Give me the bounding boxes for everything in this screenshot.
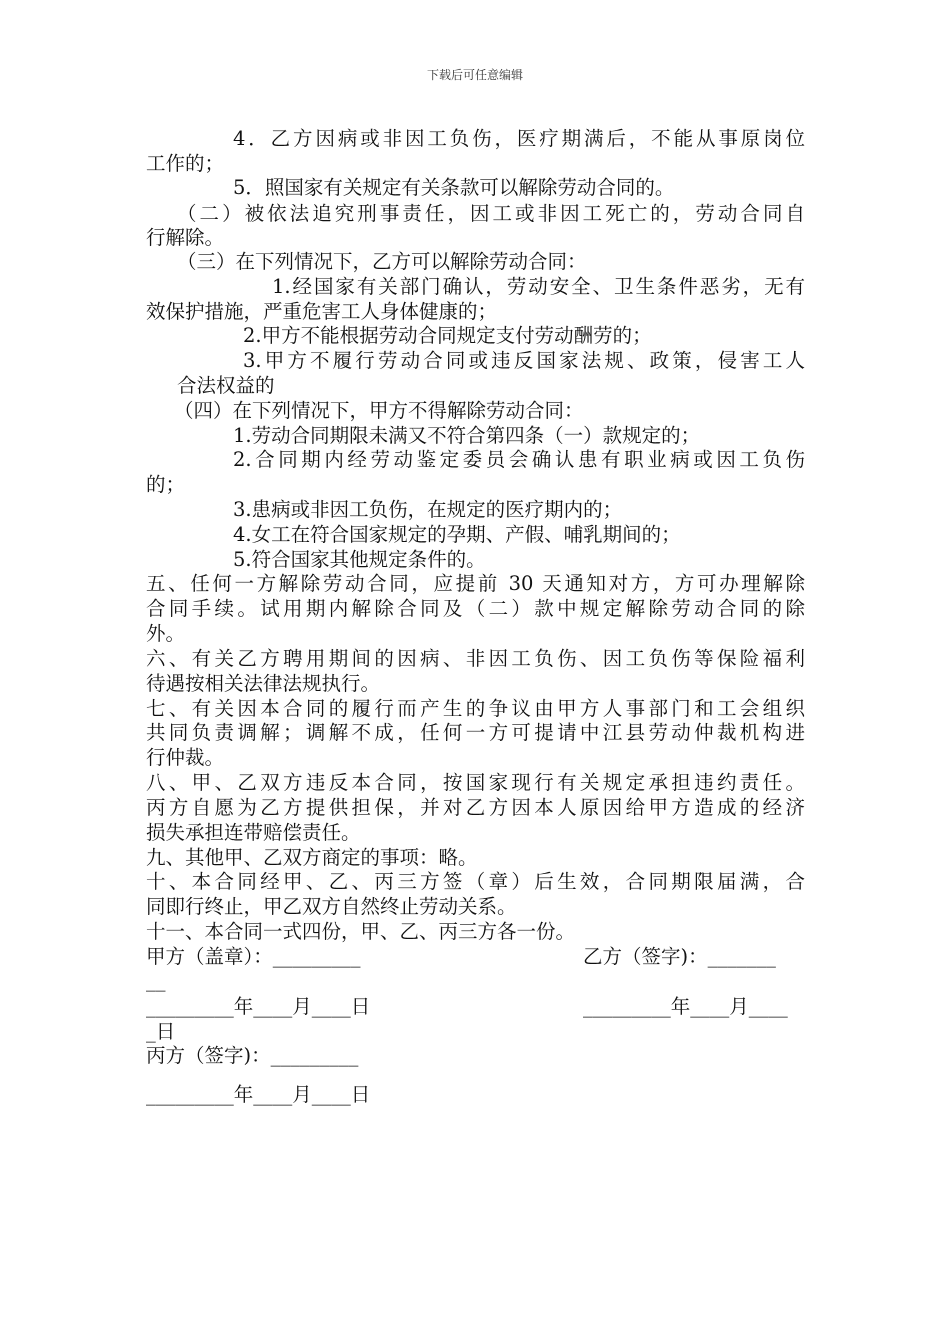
text-line: __ bbox=[146, 969, 166, 992]
text-line: 合同手续。试用期内解除合同及（二）款中规定解除劳动合同的除 bbox=[146, 597, 805, 620]
text-line: 五、任何一方解除劳动合同，应提前 30 天通知对方，方可办理解除 bbox=[146, 572, 805, 595]
text-line: 效保护措施，严重危害工人身体健康的； bbox=[146, 300, 498, 323]
text-line: 1.经国家有关部门确认，劳动安全、卫生条件恶劣，无有 bbox=[272, 275, 805, 298]
party-c-date-line: _________年____月____日 bbox=[146, 1083, 371, 1106]
text-line: 的； bbox=[146, 473, 186, 496]
text-line: 六、有关乙方聘用期间的因病、非因工负伤、因工负伤等保险福利 bbox=[146, 647, 805, 670]
text-line: 丙方自愿为乙方提供担保，并对乙方因本人原因给甲方造成的经济 bbox=[146, 796, 805, 819]
party-c-sign-line: 丙方（签字)：_________ bbox=[146, 1044, 359, 1067]
text-line: 行解除。 bbox=[146, 226, 225, 249]
text-line: （三）在下列情况下，乙方可以解除劳动合同： bbox=[177, 250, 587, 273]
text-line: 4．乙方因病或非因工负伤，医疗期满后，不能从事原岗位 bbox=[233, 127, 805, 150]
page-header-note: 下载后可任意编辑 bbox=[426, 68, 523, 82]
text-line: 3.患病或非因工负伤，在规定的医疗期内的； bbox=[233, 498, 623, 521]
text-line: 行仲裁。 bbox=[146, 746, 225, 769]
text-line: 十一、本合同一式四份，甲、乙、丙三方各一份。 bbox=[146, 920, 576, 943]
text-line: 八、甲、乙双方违反本合同，按国家现行有关规定承担违约责任。 bbox=[146, 771, 805, 794]
text-line: 九、其他甲、乙双方商定的事项：略。 bbox=[146, 846, 478, 869]
text-line: 5.符合国家其他规定条件的。 bbox=[233, 548, 486, 571]
text-line: _日 bbox=[146, 1020, 176, 1043]
text-line: （二）被依法追究刑事责任，因工或非因工死亡的，劳动合同自 bbox=[177, 202, 805, 225]
text-line: 1.劳动合同期限未满又不符合第四条（一）款规定的； bbox=[233, 424, 701, 447]
text-line: 待遇按相关法律法规执行。 bbox=[146, 672, 381, 695]
text-line: 七、有关因本合同的履行而产生的争议由甲方人事部门和工会组织 bbox=[146, 697, 805, 720]
party-b-date-line: _________年____月____ bbox=[583, 995, 788, 1018]
text-line: （四）在下列情况下，甲方不得解除劳动合同： bbox=[174, 399, 584, 422]
party-a-date-line: _________年____月____日 bbox=[146, 995, 371, 1018]
text-line: 共同负责调解；调解不成，任何一方可提请中江县劳动仲裁机构进 bbox=[146, 721, 805, 744]
text-line: 3.甲方不履行劳动合同或违反国家法规、政策，侵害工人 bbox=[243, 349, 805, 372]
text-line: 损失承担连带赔偿责任。 bbox=[146, 821, 361, 844]
party-b-sign-line: 乙方（签字)：_______ bbox=[583, 945, 776, 968]
text-line: 同即行终止，甲乙双方自然终止劳动关系。 bbox=[146, 895, 517, 918]
text-line: 5．照国家有关规定有关条款可以解除劳动合同的。 bbox=[233, 176, 675, 199]
text-line: 十、本合同经甲、乙、丙三方签（章）后生效，合同期限届满，合 bbox=[146, 870, 805, 893]
text-line: 4.女工在符合国家规定的孕期、产假、哺乳期间的； bbox=[233, 523, 681, 546]
party-a-seal-line: 甲方（盖章）：_________ bbox=[146, 945, 361, 968]
text-line: 外。 bbox=[146, 622, 186, 645]
text-line: 合法权益的 bbox=[177, 374, 275, 397]
text-line: 2.合同期内经劳动鉴定委员会确认患有职业病或因工负伤 bbox=[233, 448, 805, 471]
text-line: 2.甲方不能根据劳动合同规定支付劳动酬劳的； bbox=[243, 324, 652, 347]
text-line: 工作的； bbox=[146, 152, 225, 175]
